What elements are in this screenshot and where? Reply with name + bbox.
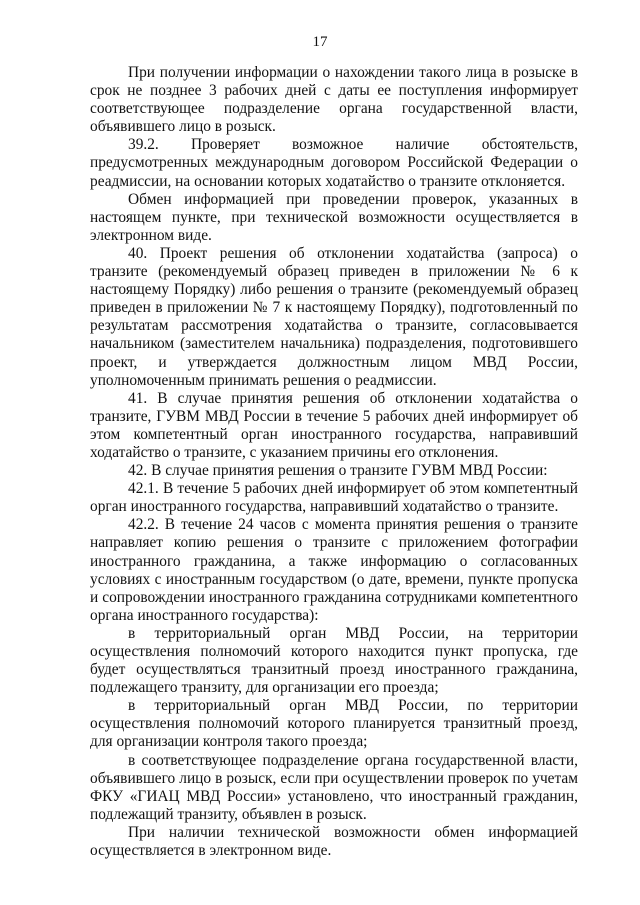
paragraph-wanted-person-info: При получении информации о нахождении такого лица в розыске в срок не позднее 3 рабочих дней с даты ее поступления информирует соответствующее подразделение органа государственной власти, объявившего лицо в розыск.	[90, 64, 578, 136]
paragraph-41: 41. В случае принятия решения об отклонении ходатайства о транзите, ГУВМ МВД России в течение 5 рабочих дней информирует об этом компетентный орган иностранного государства, направивший ходатайство о транзите, с указанием причины его отклонения.	[90, 389, 578, 461]
paragraph-42-1: 42.1. В течение 5 рабочих дней информирует об этом компетентный орган иностранного государства, направивший ходатайство о транзите.	[90, 480, 578, 516]
paragraph-territorial-organ-transit: в территориальный орган МВД России, по территории осуществления полномочий которого планируется транзитный проезд, для организации контроля такого проезда;	[90, 697, 578, 751]
paragraph-42-2: 42.2. В течение 24 часов с момента принятия решения о транзите направляет копию решения о транзите с приложением фотографии иностранного гражданина, а также информацию о согласованных условиях с иностранным государством (о дате, времени, пункте пропуска и сопровождении иностранного гражданина сотрудниками компетентного органа иностранного государства):	[90, 516, 578, 624]
paragraph-40: 40. Проект решения об отклонении ходатайства (запроса) о транзите (рекомендуемый образец приведен в приложении № 6 к настоящему Порядку) либо решения о транзите (рекомендуемый образец приведен в приложении № 7 к настоящему Порядку), подготовленный по результатам рассмотрения ходатайства о транзите, согласовывается начальником (заместителем начальника) подразделения, подготовившего проект, и утверждается должностным лицом МВД России, уполномоченным принимать решения о реадмиссии.	[90, 244, 578, 389]
paragraph-territorial-organ-checkpoint: в территориальный орган МВД России, на территории осуществления полномочий которого находится пункт пропуска, где будет осуществляться транзитный проезд иностранного гражданина, подлежащего транзиту, для организации его проезда;	[90, 624, 578, 697]
paragraph-42: 42. В случае принятия решения о транзите ГУВМ МВД России:	[128, 462, 548, 480]
document-body	[90, 64, 578, 860]
paragraph-39-2: 39.2. Проверяет возможное наличие обстоятельств, предусмотренных международным договором Российской Федерации о реадмиссии, на основании которых ходатайство о транзите отклоняется.	[90, 136, 578, 190]
page-number: 17	[312, 34, 328, 50]
paragraph-electronic-exchange-checks: Обмен информацией при проведении проверок, указанных в настоящем пункте, при технической возможности осуществляется в электронном виде.	[90, 190, 578, 244]
paragraph-wanted-authority: в соответствующее подразделение органа государственной власти, объявившего лицо в розыск, если при осуществлении проверок по учетам ФКУ «ГИАЦ МВД России» установлено, что иностранный гражданин, подлежащий транзиту, объявлен в розыск.	[90, 751, 578, 823]
paragraph-electronic-exchange-final: При наличии технической возможности обмен информацией осуществляется в электронном виде.	[90, 823, 578, 860]
